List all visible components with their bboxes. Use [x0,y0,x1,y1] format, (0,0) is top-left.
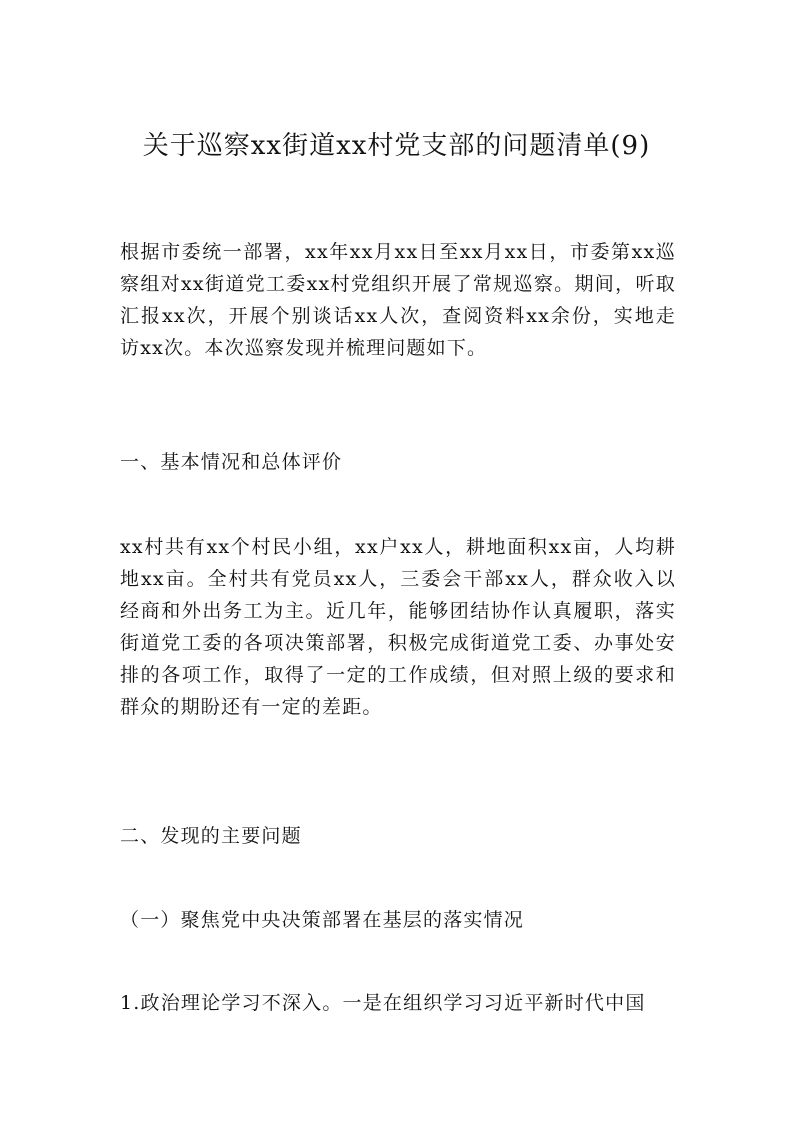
section-heading-main-problems: 二、发现的主要问题 [120,825,302,847]
intro-paragraph: 根据市委统一部署，xx年xx月xx日至xx月xx日，市委第xx巡察组对xx街道党工委xx村党组织开展了常规巡察。期间，听取汇报xx次，开展个别谈话xx人次，查阅资料xx余份，实地走访xx次。本次巡察发现并梳理问题如下。 [120,241,676,359]
document-title: 关于巡察xx街道xx村党支部的问题清单(9) [142,131,651,161]
subsection-heading-policy-implementation: （一）聚焦党中央决策部署在基层的落实情况 [120,909,525,931]
section-heading-basic-situation: 一、基本情况和总体评价 [120,451,343,473]
problem-item-1: 1.政治理论学习不深入。一是在组织学习习近平新时代中国 [120,992,646,1014]
basic-situation-paragraph: xx村共有xx个村民小组，xx户xx人，耕地面积xx亩，人均耕地xx亩。全村共有党员xx人，三委会干部xx人，群众收入以经商和外出务工为主。近几年，能够团结协作认真履职，落实街道党工委的各项决策部署，积极完成街道党工委、办事处安排的各项工作，取得了一定的工作成绩，但对照上级的要求和群众的期盼还有一定的差距。 [120,536,676,718]
